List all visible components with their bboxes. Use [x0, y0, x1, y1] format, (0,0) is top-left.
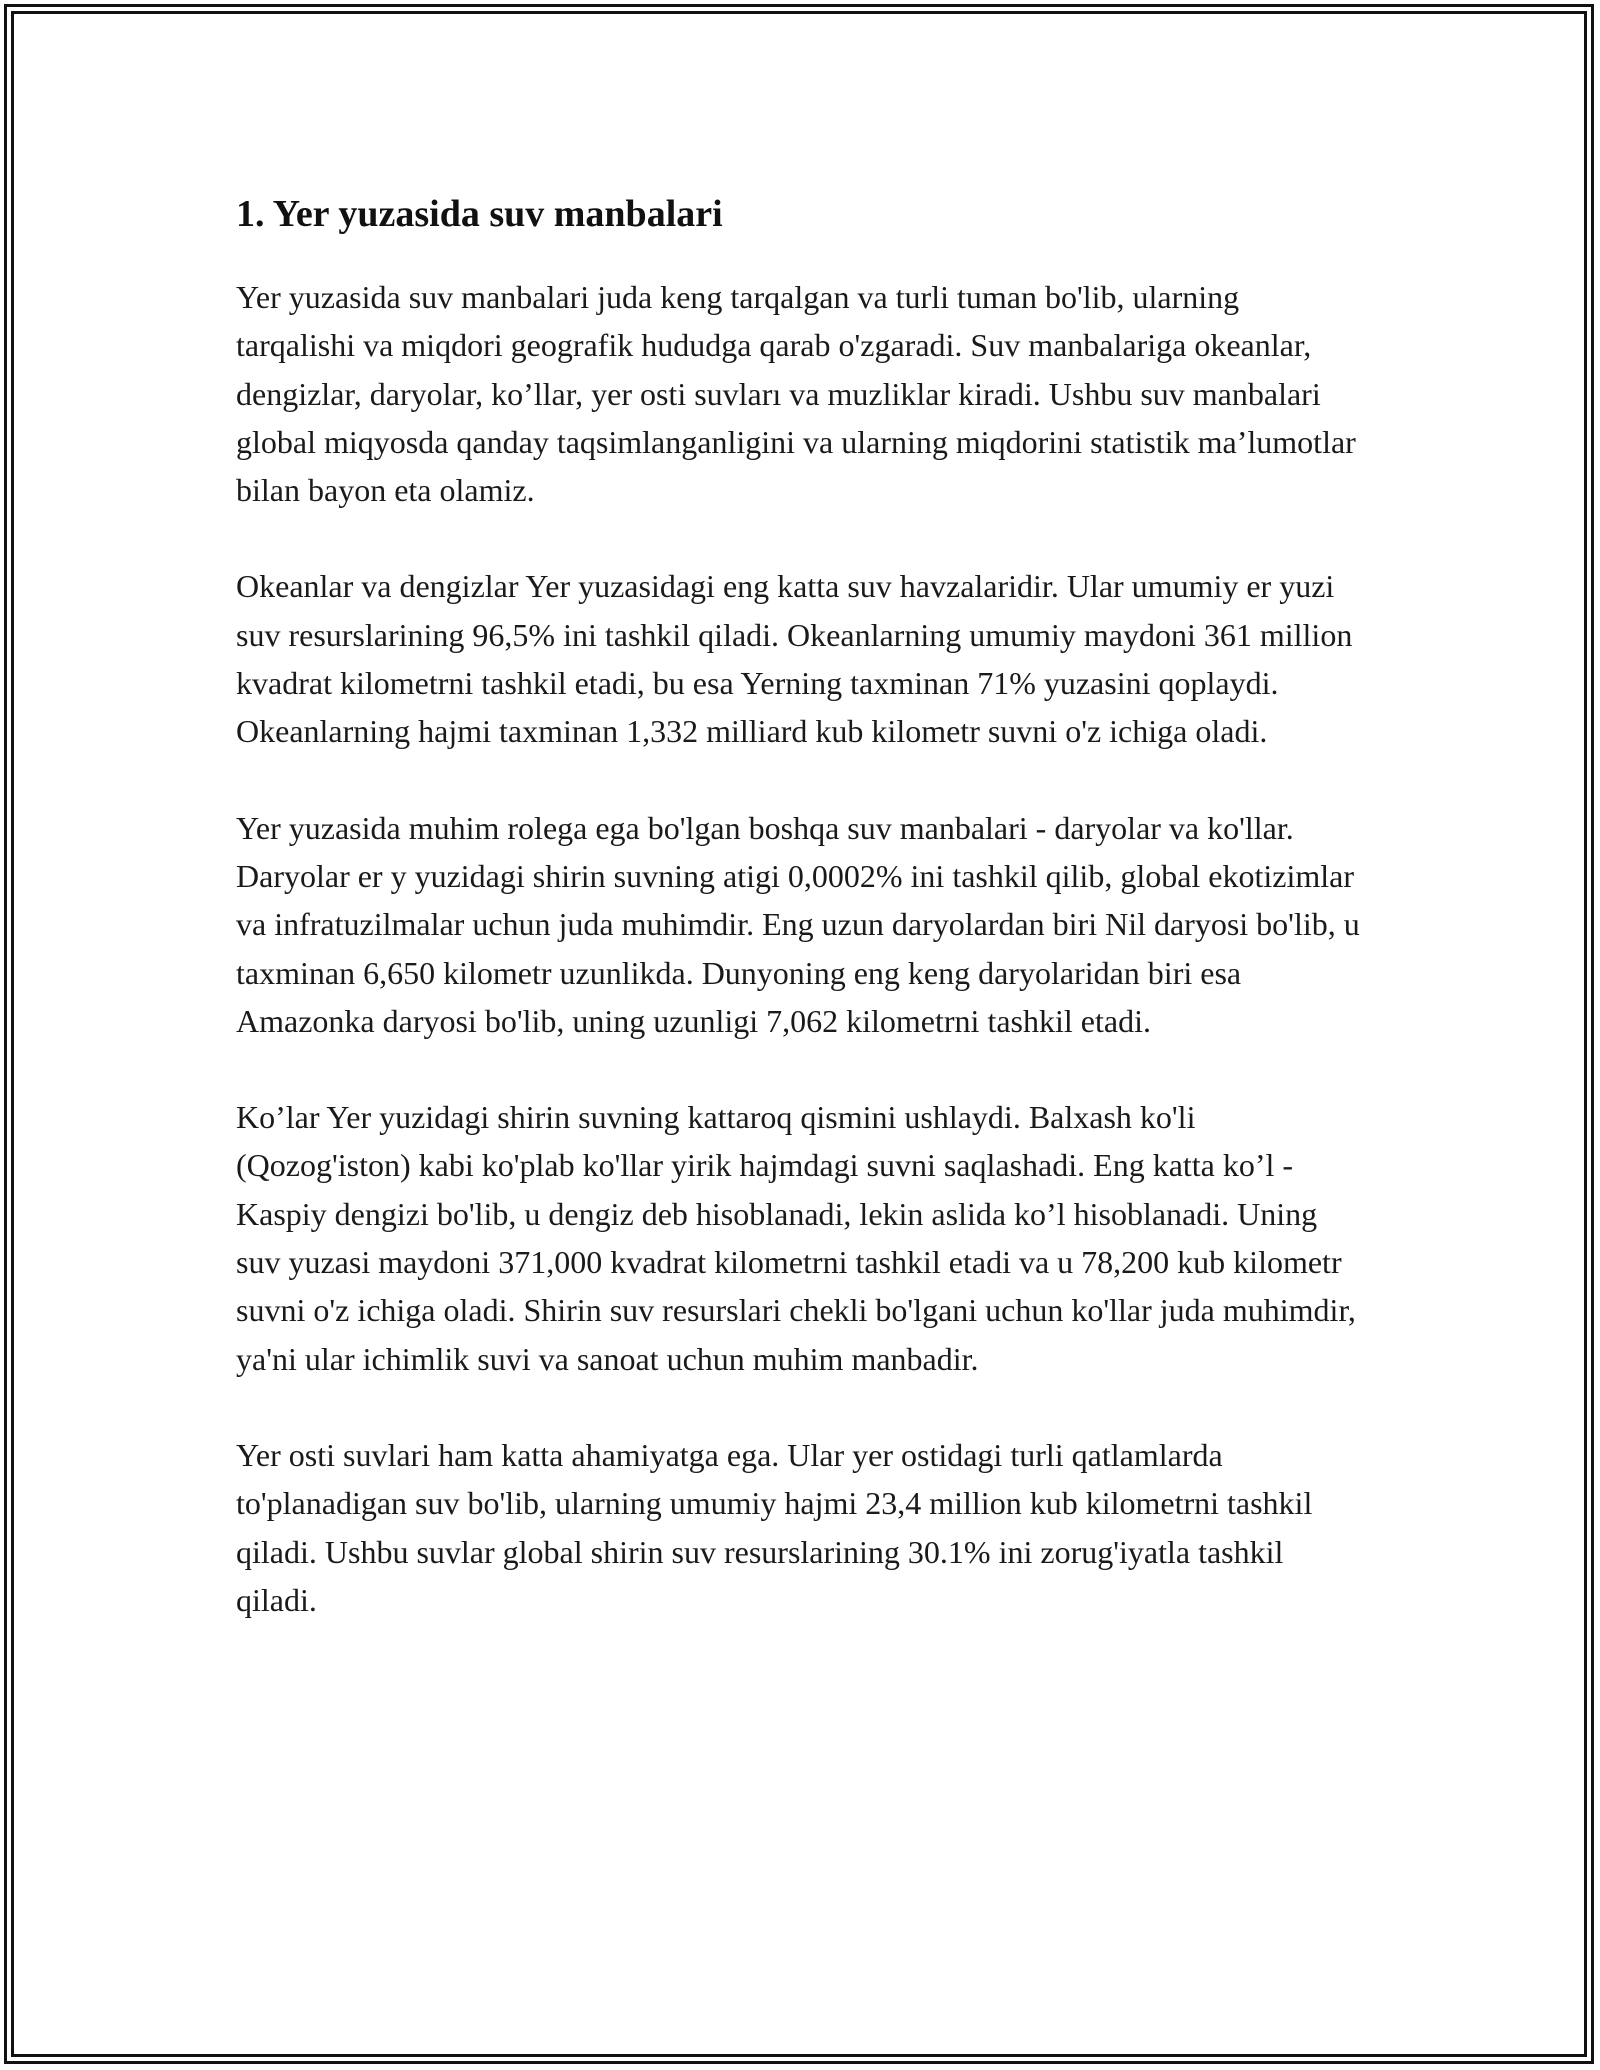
paragraph-groundwater: Yer osti suvlari ham katta ahamiyatga ega. Ular yer ostidagi turli qatlamlarda to'planadigan suv bo'lib, ularning umumiy hajmi 23,4 million kub kilometrni tashkil qiladi. Ushbu suvlar global shirin suv resurslarining 30.1% ini zorug'iyatla tashkil qiladi.	[236, 1436, 1313, 1618]
document-page	[236, 188, 1366, 1672]
section-heading: 1. Yer yuzasida suv manbalari	[236, 193, 723, 235]
paragraph-intro: Yer yuzasida suv manbalari juda keng tarqalgan va turli tuman bo'lib, ularning tarqalishi va miqdori geografik hududga qarab o'zgaradi. Suv manbalariga okeanlar, dengizlar, daryolar, ko’llar, yer osti suvları va muzliklar kiradi. Ushbu suv manbalari global miqyosda qanday taqsimlanganligini va ularning miqdorini statistik ma’lumotlar bilan bayon eta olamiz.	[236, 279, 1356, 509]
paragraph-rivers: Yer yuzasida muhim rolega ega bo'lgan boshqa suv manbalari - daryolar va ko'llar. Daryolar er y yuzidagi shirin suvning atigi 0,0002% ini tashkil qilib, global ekotizimlar va infratuzilmalar uchun juda muhimdir. Eng uzun daryolardan biri Nil daryosi bo'lib, u taxminan 6,650 kilometr uzunlikda. Dunyoning eng keng daryolaridan biri esa Amazonka daryosi bo'lib, uning uzunligi 7,062 kilometrni tashkil etadi.	[236, 809, 1360, 1039]
paragraph-oceans: Okeanlar va dengizlar Yer yuzasidagi eng katta suv havzalaridir. Ular umumiy er yuzi suv resurslarining 96,5% ini tashkil qiladi. Okeanlarning umumiy maydoni 361 million kvadrat kilometrni tashkil etadi, bu esa Yerning taxminan 71% yuzasini qoplaydi. Okeanlarning hajmi taxminan 1,332 milliard kub kilometr suvni o'z ichiga oladi.	[236, 568, 1353, 750]
paragraph-lakes: Ko’lar Yer yuzidagi shirin suvning kattaroq qismini ushlaydi. Balxash ko'li (Qozog'iston) kabi ko'plab ko'llar yirik hajmdagi suvni saqlashadi. Eng katta ko’l - Kaspiy dengizi bo'lib, u dengiz deb hisoblanadi, lekin aslida ko’l hisoblanadi. Uning suv yuzasi maydoni 371,000 kvadrat kilometrni tashkil etadi va u 78,200 kub kilometr suvni o'z ichiga oladi. Shirin suv resurslari chekli bo'lgani uchun ko'llar juda muhimdir, ya'ni ular ichimlik suvi va sanoat uchun muhim manbadir.	[236, 1099, 1356, 1377]
